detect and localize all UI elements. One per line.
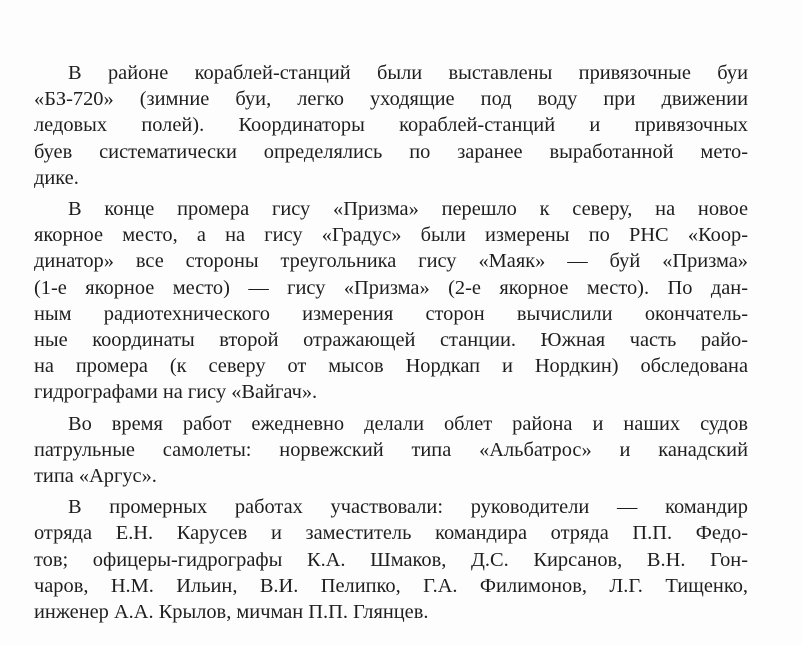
text-line: (1-е якорное место) — гису «Призма» (2-е якорное место). По дан- — [34, 276, 748, 299]
text-line: гидрографами на гису «Вайгач». — [34, 381, 318, 404]
text-line: В конце промера гису «Призма» перешло к северу, на новое — [68, 198, 748, 221]
text-line: ным радиотехнического измерения сторон вычислили окончатель- — [34, 302, 748, 325]
text-line: дике. — [34, 166, 79, 189]
text-line: динатор» все стороны треугольника гису «Маяк» — буй «Призма» — [34, 250, 748, 273]
text-line: якорное место, а на гису «Градус» были измерены по РНС «Коор- — [34, 224, 748, 247]
text-line: на промера (к северу от мысов Нордкап и Нордкин) обследована — [34, 355, 748, 378]
text-line: ные координаты второй отражающей станции. Южная часть райо- — [34, 329, 748, 352]
text-line: чаров, Н.М. Ильин, В.И. Пелипко, Г.А. Филимонов, Л.Г. Тищенко, — [34, 574, 748, 597]
text-line: тов; офицеры-гидрографы К.А. Шмаков, Д.С. Кирсанов, В.Н. Гон- — [34, 548, 748, 571]
text-line: В районе кораблей-станций были выставлены привязочные буи — [68, 62, 748, 84]
text-line: типа «Аргус». — [34, 465, 157, 488]
text-line: «БЗ-720» (зимние буи, легко уходящие под воду при движении — [34, 88, 748, 111]
text-line: ледовых полей). Координаторы кораблей-станций и привязочных — [34, 114, 748, 137]
paragraph-4 — [34, 494, 748, 625]
text-line: В промерных работах участвовали: руководители — командир — [68, 496, 748, 519]
paragraph-2 — [34, 196, 748, 406]
text-line: отряда Е.Н. Карусев и заместитель командира отряда П.П. Федо- — [34, 522, 748, 545]
paragraph-3 — [34, 411, 748, 490]
text-line: патрульные самолеты: норвежский типа «Альбатрос» и канадский — [34, 438, 748, 461]
text-line: буев систематически определялись по заранее выработанной мето- — [34, 140, 748, 163]
paragraph-1 — [34, 60, 748, 191]
text-line: инженер А.А. Крылов, мичман П.П. Глянцев. — [34, 601, 429, 624]
text-line: Во время работ ежедневно делали облет района и наших судов — [68, 412, 748, 435]
text-body — [34, 60, 748, 630]
